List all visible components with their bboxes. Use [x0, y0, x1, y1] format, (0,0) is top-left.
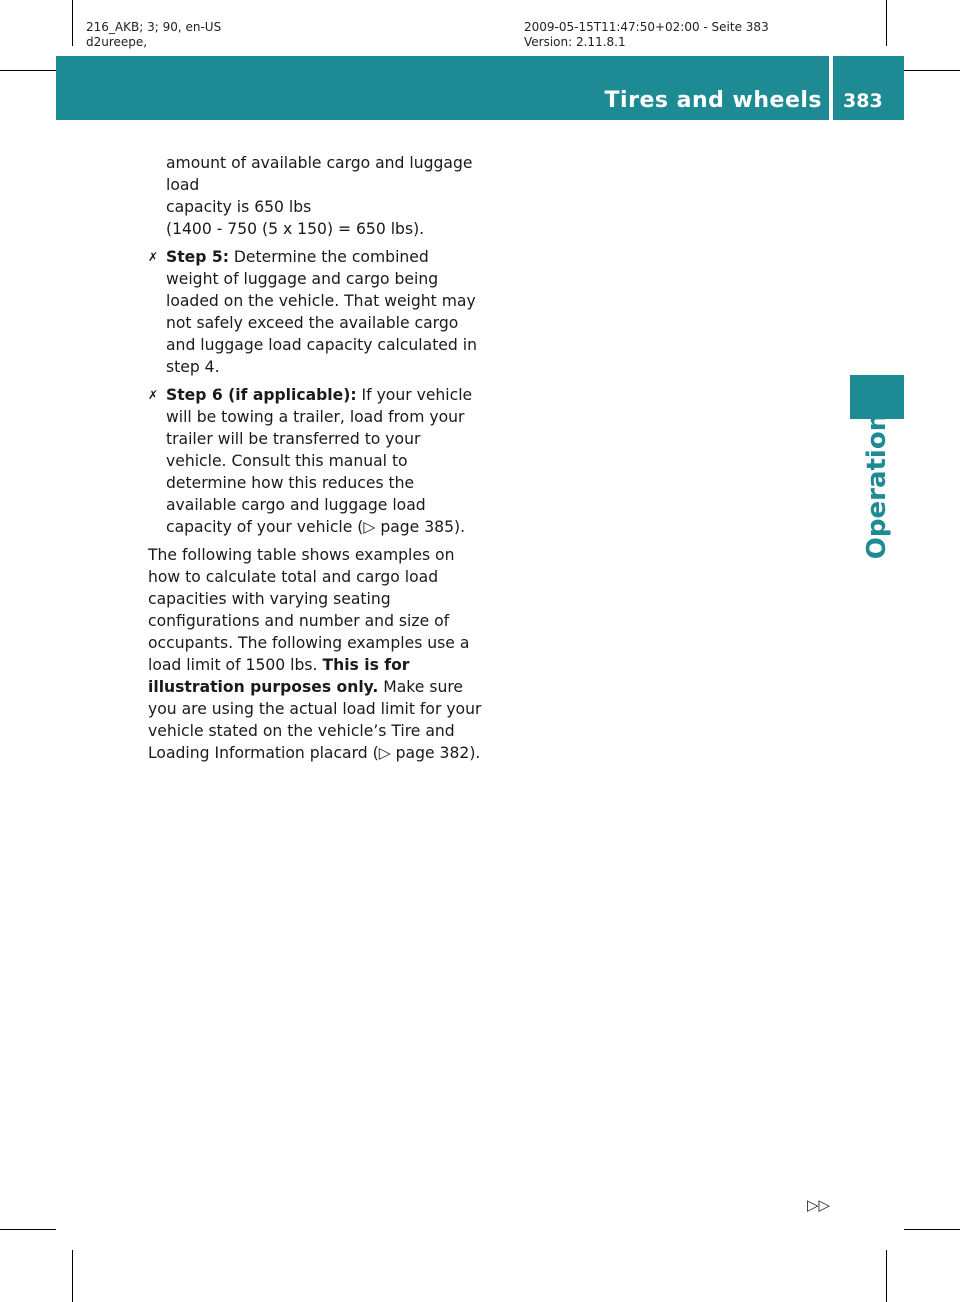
crop-mark — [886, 1250, 887, 1302]
crop-mark — [72, 1250, 73, 1302]
main-content — [148, 152, 482, 764]
crop-mark — [886, 0, 887, 46]
explanation-paragraph — [148, 544, 482, 764]
section-title: Tires and wheels — [604, 88, 822, 113]
paragraph-text: Make sure you are using the actual load limit for your vehicle stated on the vehicle’s Tire and Loading Information placard ( — [148, 678, 482, 762]
crop-mark — [0, 70, 56, 71]
header-separator — [829, 56, 833, 120]
step-label: Step 5: — [166, 248, 229, 266]
page-reference-link[interactable]: ▷ page 382 — [378, 744, 470, 762]
step-text: Determine the combined weight of luggage and cargo being loaded on the vehicle. That weight may not safely exceed the available cargo and luggage load capacity calculated in step 4. — [166, 248, 477, 376]
print-meta-right — [524, 20, 769, 50]
crop-mark — [904, 1229, 960, 1230]
meta-version: Version: 2.11.8.1 — [524, 35, 626, 49]
meta-job-id: 216_AKB; 3; 90, en-US — [86, 20, 222, 34]
crop-mark — [904, 70, 960, 71]
step-arrow-icon: ✗ — [148, 388, 159, 402]
illustration-note: This is for illustration purposes only. — [148, 656, 410, 696]
side-tab-label: Operation — [862, 412, 892, 560]
meta-timestamp: 2009-05-15T11:47:50+02:00 - Seite 383 — [524, 20, 769, 34]
page-reference-link[interactable]: ▷ page 385 — [363, 518, 454, 536]
step-arrow-icon: ✗ — [148, 250, 159, 264]
meta-user: d2ureepe, — [86, 35, 148, 49]
continuation-text — [148, 152, 482, 240]
crop-mark — [72, 0, 73, 46]
continuation-line: amount of available cargo and luggage load — [166, 154, 473, 194]
print-meta-left — [86, 20, 221, 50]
crop-mark — [0, 1229, 56, 1230]
paragraph-text: ). — [469, 744, 481, 762]
continue-marker-icon: ▷▷ — [807, 1196, 831, 1214]
step-6 — [148, 384, 482, 538]
step-text: If your vehicle will be towing a trailer, load from your trailer will be transferred to your vehicle. Consult this manual to determine how this reduces the available cargo and luggage load capacity of your vehicle ( — [166, 386, 473, 536]
continuation-line: (1400 - 750 (5 x 150) = 650 lbs). — [166, 220, 425, 238]
step-5 — [148, 246, 482, 378]
page-number: 383 — [843, 90, 883, 112]
continuation-line: capacity is 650 lbs — [166, 198, 312, 216]
paragraph-text: The following table shows examples on how to calculate total and cargo load capacities with varying seating configurations and number and size of occupants. The following examples use a load limit of 1500 lbs. — [148, 546, 470, 674]
step-text: ). — [454, 518, 466, 536]
step-label: Step 6 (if applicable): — [166, 386, 357, 404]
